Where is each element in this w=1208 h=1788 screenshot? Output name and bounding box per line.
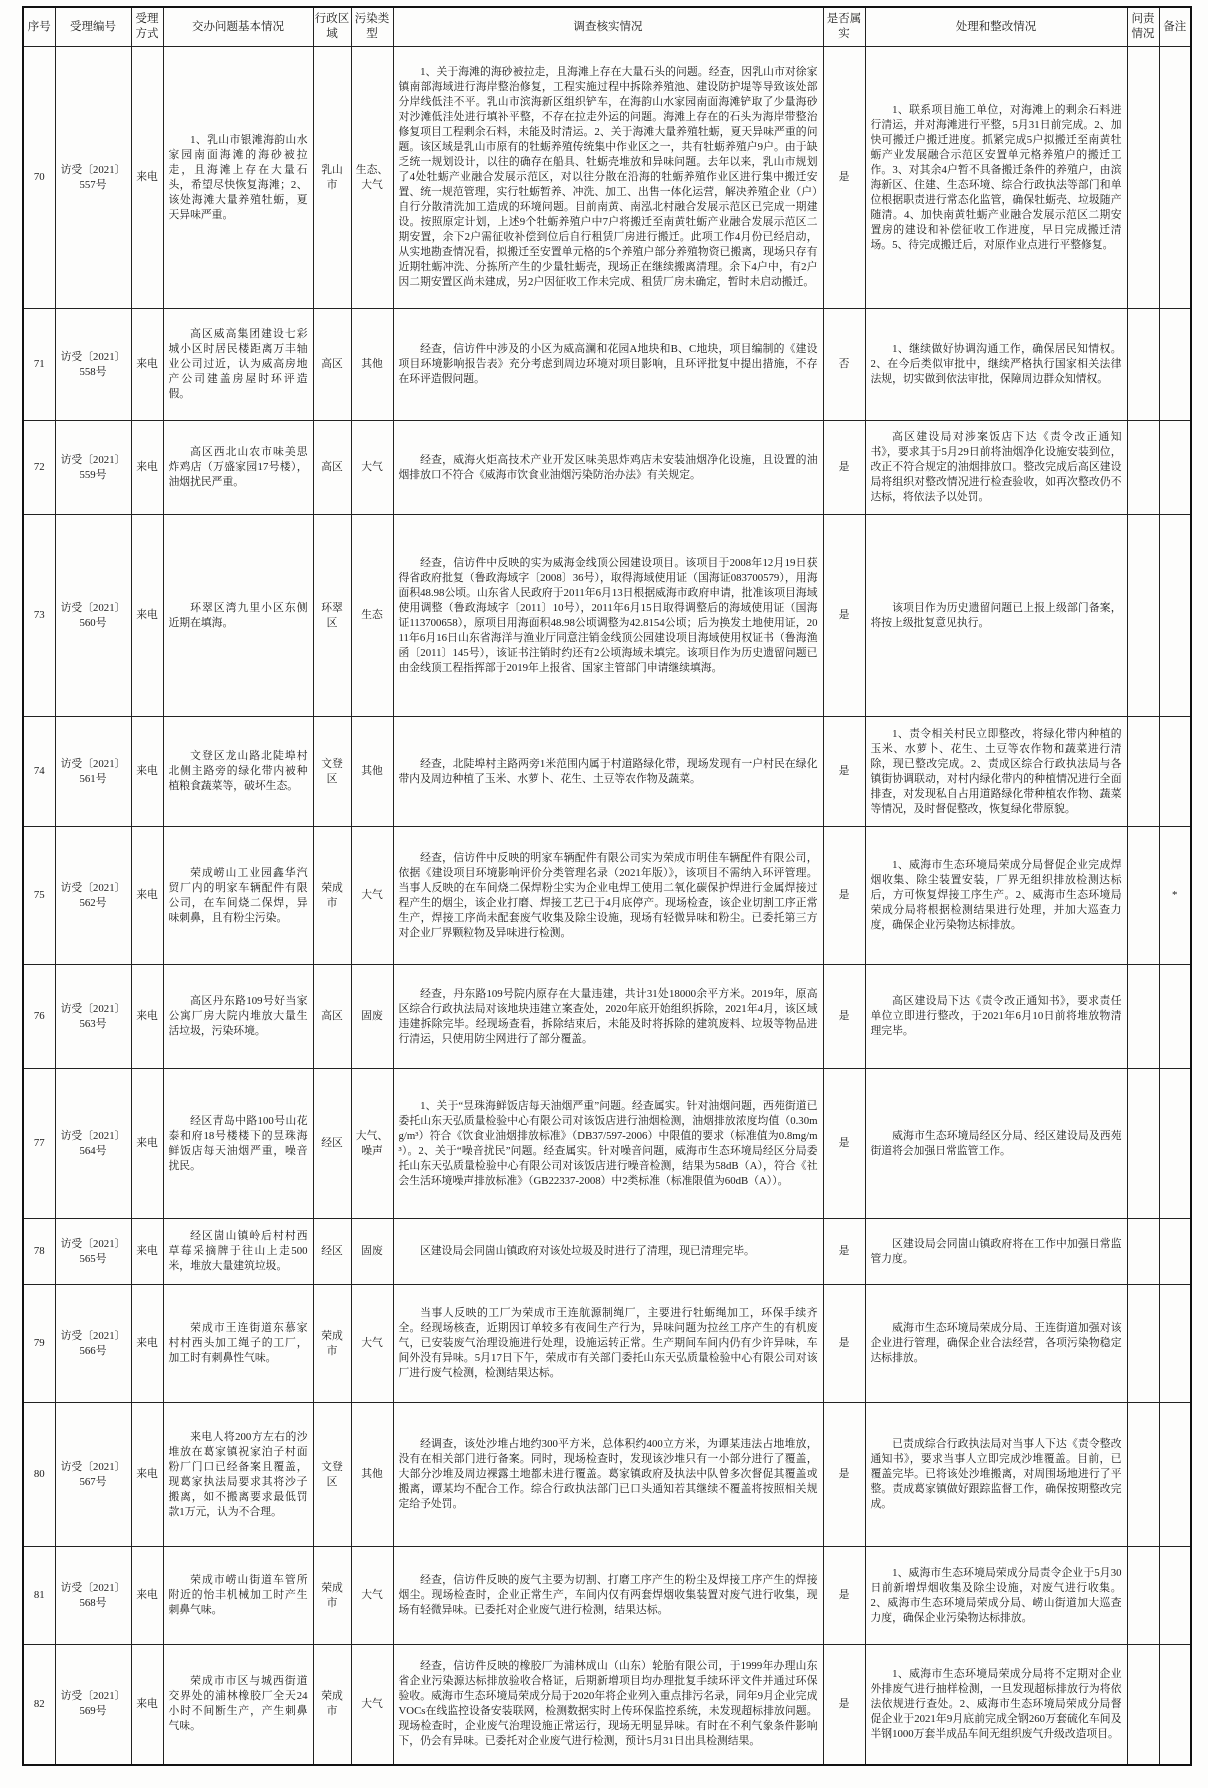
cell-accountability [1127, 309, 1159, 421]
cell-region: 经区 [313, 1219, 351, 1285]
col-header-no: 序号 [23, 7, 55, 47]
cell-method: 来电 [131, 827, 163, 965]
cell-region: 荣成市 [313, 1285, 351, 1403]
cell-handling: 威海市生态环境局经区分局、经区建设局及西苑街道将会加强日常监管工作。 [865, 1069, 1127, 1219]
cell-method: 来电 [131, 1285, 163, 1403]
cell-handling: 高区建设局下达《责令改正通知书》，要求责任单位立即进行整改，于2021年6月10日前将堆放物清理完毕。 [865, 965, 1127, 1069]
cell-accountability [1127, 1547, 1159, 1645]
cell-method: 来电 [131, 309, 163, 421]
cell-region: 高区 [313, 421, 351, 515]
cell-no: 75 [23, 827, 55, 965]
col-header-method: 受理方式 [131, 7, 163, 47]
cell-investigation: 1、关于海滩的海砂被拉走，且海滩上存在大量石头的问题。经查，因乳山市对徐家镇南部海域进行海岸整治修复，工程实施过程中拆除养殖池、建设防护堤等导致该处部分岸线低洼不平。乳山市滨海新区组织铲车，在海韵山水家园南面海滩铲取了少量海砂对沙滩低洼处进行填补平整，不存在拉走外运的问题。海滩上存在的石头为海岸带整治修复项目工程剩余石料，未能及时清运。2、关于海滩大量养殖牡蛎，夏天异味严重的问题。该区域是乳山市原有的牡蛎养殖传统集中作业区之一，共有牡蛎养殖户9户。由于缺乏统一规划设计，以往的确存在船具、牡蛎壳堆放和异味问题。去年以来，乳山市规划了4处牡蛎产业融合发展示范区，对以往分散在沿海的牡蛎养殖作业区进行集中搬迁安置、统一规范管理，实行牡蛎暂养、冲洗、加工、出售一体化运营，解决养殖企业（户）自行分散清洗加工造成的环境问题。目前南黄、南泓北村融合发展示范区已完成一期建设。按照原定计划，上述9个牡蛎养殖户中7户将搬迁至南黄牡蛎产业融合发展示范区二期安置，余下2户需征收补偿到位后自行租赁厂房进行搬迁。此项工作4月份已经启动，从实地勘查情况看，拟搬迁至安置单元格的5个养殖户部分养殖物资已搬离，现场只存有近期牡蛎冲洗、分拣所产生的少量牡蛎壳，现场正在继续搬离清理。余下4户中，有2户因二期安置区尚未建成，另2户因征收工作未完成、租赁厂房未确定，暂时未启动搬迁。 [393, 47, 823, 309]
cell-method: 来电 [131, 965, 163, 1069]
cell-investigation: 经查，信访件中反映的明家车辆配件有限公司实为荣成市明佳车辆配件有限公司，依据《建设项目环境影响评价分类管理名录（2021年版）》，该项目不需纳入环评管理。当事人反映的在车间烧二保焊粉尘实为企业电焊工使用二氧化碳保护焊进行金属焊接过程产生的烟尘，该企业打磨、焊接工艺已于4月底停产。现场检查，该企业切割工序正常生产，焊接工序尚未配套废气收集及除尘设施，现场有轻微异味和粉尘。已委托第三方对企业厂界颗粒物及异味进行检测。 [393, 827, 823, 965]
cell-case-id: 访受〔2021〕565号 [55, 1219, 131, 1285]
cell-handling: 1、继续做好协调沟通工作，确保居民知情权。2、在今后类似审批中，继续严格执行国家相关法律法规，切实做到依法审批，保障周边群众知情权。 [865, 309, 1127, 421]
cell-problem: 高区丹东路109号好当家公寓厂房大院内堆放大量生活垃圾，污染环境。 [163, 965, 313, 1069]
cell-pollution-type: 大气 [351, 1645, 393, 1765]
cell-remark [1159, 47, 1191, 309]
table-row [23, 965, 1191, 1069]
cell-region: 环翠区 [313, 515, 351, 717]
cell-case-id: 访受〔2021〕563号 [55, 965, 131, 1069]
cell-investigation: 经查，威海火炬高技术产业开发区味美思炸鸡店未安装油烟净化设施，且设置的油烟排放口不符合《威海市饮食业油烟污染防治办法》有关规定。 [393, 421, 823, 515]
cell-method: 来电 [131, 1645, 163, 1765]
cell-verified: 是 [823, 1645, 865, 1765]
cell-region: 高区 [313, 965, 351, 1069]
cell-accountability [1127, 47, 1159, 309]
cell-problem: 荣成崂山工业园鑫华汽贸厂内的明家车辆配件有限公司，在车间烧二保焊，异味刺鼻，且有粉尘污染。 [163, 827, 313, 965]
col-header-problem: 交办问题基本情况 [163, 7, 313, 47]
cell-region: 荣成市 [313, 1645, 351, 1765]
table-row [23, 827, 1191, 965]
cell-handling: 高区建设局对涉案饭店下达《责令改正通知书》，要求其于5月29日前将油烟净化设施安装到位，改正不符合规定的油烟排放口。整改完成后高区建设局将组织对整改情况进行检查验收，如再次整改仍不达标，将依法予以处罚。 [865, 421, 1127, 515]
cell-remark [1159, 1403, 1191, 1547]
cell-accountability [1127, 1219, 1159, 1285]
cell-problem: 文登区龙山路北陡埠村北侧主路旁的绿化带内被种植粮食蔬菜等，破坏生态。 [163, 717, 313, 827]
cell-verified: 是 [823, 1219, 865, 1285]
col-header-pollution-type: 污染类型 [351, 7, 393, 47]
cell-accountability [1127, 1403, 1159, 1547]
col-header-investigation: 调查核实情况 [393, 7, 823, 47]
cell-accountability [1127, 965, 1159, 1069]
cell-verified: 是 [823, 1547, 865, 1645]
table-row [23, 1069, 1191, 1219]
cell-pollution-type: 大气 [351, 1547, 393, 1645]
cell-no: 70 [23, 47, 55, 309]
cell-handling: 1、威海市生态环境局荣成分局督促企业完成焊烟收集、除尘装置安装，厂界无组织排放检测达标后，方可恢复焊接工序生产。2、威海市生态环境局荣成分局将根据检测结果进行处理，并加大巡查力度，确保企业污染物达标排放。 [865, 827, 1127, 965]
cell-verified: 是 [823, 1285, 865, 1403]
cell-handling: 1、责令相关村民立即整改，将绿化带内种植的玉米、水萝卜、花生、土豆等农作物和蔬菜进行清除，现已整改完成。2、责成区综合行政执法局与各镇街协调联动，对村内绿化带内的种植情况进行全面排查，对发现私自占用道路绿化带种植农作物、蔬菜等情况，及时督促整改，恢复绿化带原貌。 [865, 717, 1127, 827]
table-row [23, 1547, 1191, 1645]
cell-pollution-type: 其他 [351, 309, 393, 421]
cell-no: 74 [23, 717, 55, 827]
cell-problem: 环翠区湾九里小区东侧近期在填海。 [163, 515, 313, 717]
cell-problem: 1、乳山市银滩海韵山水家园南面海滩的海砂被拉走，且海滩上存在大量石头，希望尽快恢复海滩；2、该处海滩大量养殖牡蛎，夏天异味严重。 [163, 47, 313, 309]
cell-method: 来电 [131, 47, 163, 309]
cell-region: 经区 [313, 1069, 351, 1219]
cell-no: 78 [23, 1219, 55, 1285]
table-row [23, 309, 1191, 421]
cell-remark [1159, 421, 1191, 515]
cell-remark [1159, 309, 1191, 421]
table-row [23, 1219, 1191, 1285]
cell-verified: 是 [823, 1069, 865, 1219]
cell-no: 81 [23, 1547, 55, 1645]
cell-problem: 经区青岛中路100号山花泰和府18号楼楼下的昱珠海鲜饭店每天油烟严重，噪音扰民。 [163, 1069, 313, 1219]
cell-remark [1159, 515, 1191, 717]
cell-problem: 荣成市崂山街道车管所附近的怡丰机械加工时产生刺鼻气味。 [163, 1547, 313, 1645]
table-row [23, 47, 1191, 309]
table-row [23, 1285, 1191, 1403]
cell-remark [1159, 965, 1191, 1069]
cell-region: 荣成市 [313, 827, 351, 965]
cell-no: 79 [23, 1285, 55, 1403]
cell-handling: 该项目作为历史遗留问题已上报上级部门备案，将按上级批复意见执行。 [865, 515, 1127, 717]
cell-pollution-type: 固废 [351, 1219, 393, 1285]
cell-remark [1159, 1069, 1191, 1219]
cell-verified: 是 [823, 717, 865, 827]
cell-no: 80 [23, 1403, 55, 1547]
cell-accountability [1127, 717, 1159, 827]
table-row [23, 1645, 1191, 1765]
cell-case-id: 访受〔2021〕564号 [55, 1069, 131, 1219]
cell-remark: * [1159, 827, 1191, 965]
cell-problem: 高区威高集团建设七彩城小区时居民楼距离万丰轴业公司过近，认为威高房地产公司建盖房屋时环评造假。 [163, 309, 313, 421]
cell-verified: 否 [823, 309, 865, 421]
cell-handling: 1、威海市生态环境局荣成分局将不定期对企业外排废气进行抽样检测，一旦发现超标排放行为将依法依规进行查处。2、威海市生态环境局荣成分局督促企业于2021年9月底前完成全钢260万套硫化车间及半钢1000万套半成品车间无组织废气升级改造项目。 [865, 1645, 1127, 1765]
complaints-table [22, 6, 1192, 1766]
cell-problem: 高区西北山农市味美思炸鸡店（万盛家园17号楼），油烟扰民严重。 [163, 421, 313, 515]
cell-problem: 来电人将200方左右的沙堆放在葛家镇祝家泊子村面粉厂门口已经备案且覆盖，现葛家执法局要求其将沙子搬离，如不搬离要求最低罚款1万元，认为不合理。 [163, 1403, 313, 1547]
cell-case-id: 访受〔2021〕568号 [55, 1547, 131, 1645]
cell-pollution-type: 其他 [351, 1403, 393, 1547]
cell-verified: 是 [823, 515, 865, 717]
cell-investigation: 经查，信访件中反映的实为威海金线顶公园建设项目。该项目于2008年12月19日获得省政府批复（鲁政海域字〔2008〕36号），取得海域使用证（国海证083700579），用海面积48.98公顷。山东省人民政府于2011年6月13日根据威海市政府申请，批准该项目海域使用调整（鲁政海域字〔2011〕10号），2011年6月15日取得调整后的海域使用证（国海证113700658），原项目用海面积48.98公顷调整为42.8154公顷；后为换发土地使用证，2011年6月16日山东省海洋与渔业厅同意注销金线顶公园建设项目海域使用权证书（鲁海渔函〔2011〕145号），该证书注销时约还有2公顷海域未填完。该项目作为历史遗留问题已由金线顶工程指挥部于2019年上报省、国家主管部门申请继续填海。 [393, 515, 823, 717]
col-header-handling: 处理和整改情况 [865, 7, 1127, 47]
cell-remark [1159, 717, 1191, 827]
cell-verified: 是 [823, 47, 865, 309]
cell-case-id: 访受〔2021〕557号 [55, 47, 131, 309]
cell-no: 72 [23, 421, 55, 515]
cell-handling: 区建设局会同崮山镇政府将在工作中加强日常监管力度。 [865, 1219, 1127, 1285]
cell-verified: 是 [823, 1403, 865, 1547]
cell-case-id: 访受〔2021〕559号 [55, 421, 131, 515]
cell-investigation: 经查，北陡埠村主路两旁1米范围内属于村道路绿化带，现场发现有一户村民在绿化带内及周边种植了玉米、水萝卜、花生、土豆等农作物及蔬菜。 [393, 717, 823, 827]
cell-method: 来电 [131, 717, 163, 827]
cell-handling: 1、联系项目施工单位，对海滩上的剩余石料进行清运，并对海滩进行平整，5月31日前完成。2、加快可搬迁户搬迁进度。抓紧完成5户拟搬迁至南黄牡蛎产业发展融合示范区安置单元格养殖户的搬迁工作。3、对其余4户暂不具备搬迁条件的养殖户，由滨海新区、住建、生态环境、综合行政执法等部门和单位根据职责进行常态化监管，确保牡蛎壳、垃圾随产随清。4、加快南黄牡蛎产业融合发展示范区二期安置房的建设和补偿征收工作进度，早日完成搬迁清场。5、待完成搬迁后，对原作业点进行平整修复。 [865, 47, 1127, 309]
cell-no: 77 [23, 1069, 55, 1219]
col-header-case-id: 受理编号 [55, 7, 131, 47]
cell-method: 来电 [131, 1219, 163, 1285]
cell-pollution-type: 其他 [351, 717, 393, 827]
col-header-region: 行政区域 [313, 7, 351, 47]
cell-pollution-type: 生态 [351, 515, 393, 717]
cell-verified: 是 [823, 827, 865, 965]
cell-investigation: 经查，丹东路109号院内原存在大量违建，共计31处18000余平方米。2019年，原高区综合行政执法局对该地块违建立案查处，2020年底开始组织拆除，2021年4月，该区域违建拆除完毕。经现场查看，拆除结束后，未能及时将拆除的建筑废料、垃圾等物品进行清运，只使用防尘网进行了部分覆盖。 [393, 965, 823, 1069]
cell-method: 来电 [131, 1547, 163, 1645]
table-row [23, 717, 1191, 827]
cell-case-id: 访受〔2021〕558号 [55, 309, 131, 421]
cell-method: 来电 [131, 421, 163, 515]
cell-problem: 荣成市市区与城西街道交界处的浦林橡胶厂全天24小时不间断生产，产生刺鼻气味。 [163, 1645, 313, 1765]
cell-accountability [1127, 827, 1159, 965]
cell-pollution-type: 大气、噪声 [351, 1069, 393, 1219]
col-header-accountability: 问责情况 [1127, 7, 1159, 47]
cell-region: 荣成市 [313, 1547, 351, 1645]
cell-remark [1159, 1645, 1191, 1765]
table-row [23, 421, 1191, 515]
cell-investigation: 经查，信访件反映的废气主要为切割、打磨工序产生的粉尘及焊接工序产生的焊接烟尘。现场检查时，企业正常生产，车间内仅有两套焊烟收集装置对废气进行收集，现场有轻微异味。已委托对企业废气进行检测，结果达标。 [393, 1547, 823, 1645]
cell-remark [1159, 1547, 1191, 1645]
cell-handling: 1、威海市生态环境局荣成分局责令企业于5月30日前新增焊烟收集及除尘设施，对废气进行收集。2、威海市生态环境局荣成分局、崂山街道加大巡查力度，确保企业污染物达标排放。 [865, 1547, 1127, 1645]
cell-pollution-type: 生态、大气 [351, 47, 393, 309]
cell-remark [1159, 1219, 1191, 1285]
cell-investigation: 1、关于“昱珠海鲜饭店每天油烟严重”问题。经查属实。针对油烟问题，西苑街道已委托山东天弘质量检验中心有限公司对该饭店进行油烟检测，油烟排放浓度均值（0.30mg/m³）符合《饮食业油烟排放标准》（DB37/597-2006）中限值的要求（标准值为0.8mg/m³）。2、关于“噪音扰民”问题。经查属实。针对噪音问题，威海市生态环境局经区分局委托山东天弘质量检验中心有限公司对该饭店进行噪音检测，结果为58dB（A），符合《社会生活环境噪声排放标准》（GB22337-2008）中2类标准（标准限值为60dB（A））。 [393, 1069, 823, 1219]
cell-case-id: 访受〔2021〕567号 [55, 1403, 131, 1547]
cell-handling: 威海市生态环境局荣成分局、王连街道加强对该企业进行管理，确保企业合法经营，各项污染物稳定达标排放。 [865, 1285, 1127, 1403]
cell-verified: 是 [823, 421, 865, 515]
cell-no: 82 [23, 1645, 55, 1765]
cell-case-id: 访受〔2021〕561号 [55, 717, 131, 827]
cell-accountability [1127, 1285, 1159, 1403]
cell-region: 高区 [313, 309, 351, 421]
table-row [23, 1403, 1191, 1547]
cell-pollution-type: 大气 [351, 1285, 393, 1403]
cell-accountability [1127, 421, 1159, 515]
cell-region: 乳山市 [313, 47, 351, 309]
cell-handling: 已责成综合行政执法局对当事人下达《责令整改通知书》，要求当事人立即完成沙堆覆盖。目前，已覆盖完毕。已将该处沙堆搬离，对周围场地进行了平整。责成葛家镇做好跟踪监督工作，确保按期整改完成。 [865, 1403, 1127, 1547]
cell-investigation: 经查，信访件中涉及的小区为威高澜和花园A地块和B、C地块，项目编制的《建设项目环境影响报告表》充分考虑到周边环境对项目影响，且环评批复中提出措施，不存在环评造假问题。 [393, 309, 823, 421]
cell-case-id: 访受〔2021〕566号 [55, 1285, 131, 1403]
cell-remark [1159, 1285, 1191, 1403]
cell-method: 来电 [131, 1403, 163, 1547]
col-header-remark: 备注 [1159, 7, 1191, 47]
cell-no: 71 [23, 309, 55, 421]
cell-investigation: 当事人反映的工厂为荣成市王连航源制绳厂，主要进行牡蛎绳加工，环保手续齐全。经现场核查，近期因订单较多有夜间生产行为，异味问题为拉丝工序产生的有机废气，已安装废气治理设施进行处理，设施运转正常。生产期间车间内仍有少许异味，车间外没有异味。5月17日下午，荣成市有关部门委托山东天弘质量检验中心有限公司对该厂进行废气检测，检测结果达标。 [393, 1285, 823, 1403]
cell-method: 来电 [131, 515, 163, 717]
cell-no: 76 [23, 965, 55, 1069]
cell-region: 文登区 [313, 1403, 351, 1547]
cell-case-id: 访受〔2021〕560号 [55, 515, 131, 717]
cell-pollution-type: 大气 [351, 421, 393, 515]
cell-region: 文登区 [313, 717, 351, 827]
col-header-verified: 是否属实 [823, 7, 865, 47]
table-row [23, 515, 1191, 717]
cell-accountability [1127, 1069, 1159, 1219]
cell-investigation: 经调查，该处沙堆占地约300平方米，总体积约400立方米，为谭某违法占地堆放，没有在相关部门进行备案。同时，现场检查时，发现该沙堆只有一小部分进行了覆盖，大部分沙堆及周边裸露土地都未进行覆盖。葛家镇政府及执法中队曾多次督促其覆盖或搬离，谭某均不配合工作。综合行政执法部门已口头通知若其继续不覆盖将按照相关规定给予处罚。 [393, 1403, 823, 1547]
cell-accountability [1127, 1645, 1159, 1765]
cell-case-id: 访受〔2021〕569号 [55, 1645, 131, 1765]
cell-method: 来电 [131, 1069, 163, 1219]
cell-case-id: 访受〔2021〕562号 [55, 827, 131, 965]
cell-accountability [1127, 515, 1159, 717]
cell-verified: 是 [823, 965, 865, 1069]
cell-investigation: 区建设局会同崮山镇政府对该处垃圾及时进行了清理，现已清理完毕。 [393, 1219, 823, 1285]
cell-no: 73 [23, 515, 55, 717]
cell-pollution-type: 固废 [351, 965, 393, 1069]
cell-problem: 荣成市王连街道东慕家村村西头加工绳子的工厂，加工时有刺鼻性气味。 [163, 1285, 313, 1403]
cell-pollution-type: 大气 [351, 827, 393, 965]
table-header-row [23, 7, 1191, 47]
cell-problem: 经区崮山镇岭后村村西草莓采摘牌于往山上走500米，堆放大量建筑垃圾。 [163, 1219, 313, 1285]
cell-investigation: 经查，信访件反映的橡胶厂为浦林成山（山东）轮胎有限公司，于1999年办理山东省企业污染源达标排放验收合格证，后期新增项目均办理批复手续环评文件并通过环保验收。威海市生态环境局荣成分局于2020年将企业列入重点排污名录，同年9月企业完成VOCs在线监控设备安装联网，检测数据实时上传环保监控系统，未发现超标排放问题。现场检查时，企业废气治理设施正常运行，现场无明显异味。有时在不利气象条件影响下，仍会有异味。已委托对企业废气进行检测，预计5月31日出具检测结果。 [393, 1645, 823, 1765]
